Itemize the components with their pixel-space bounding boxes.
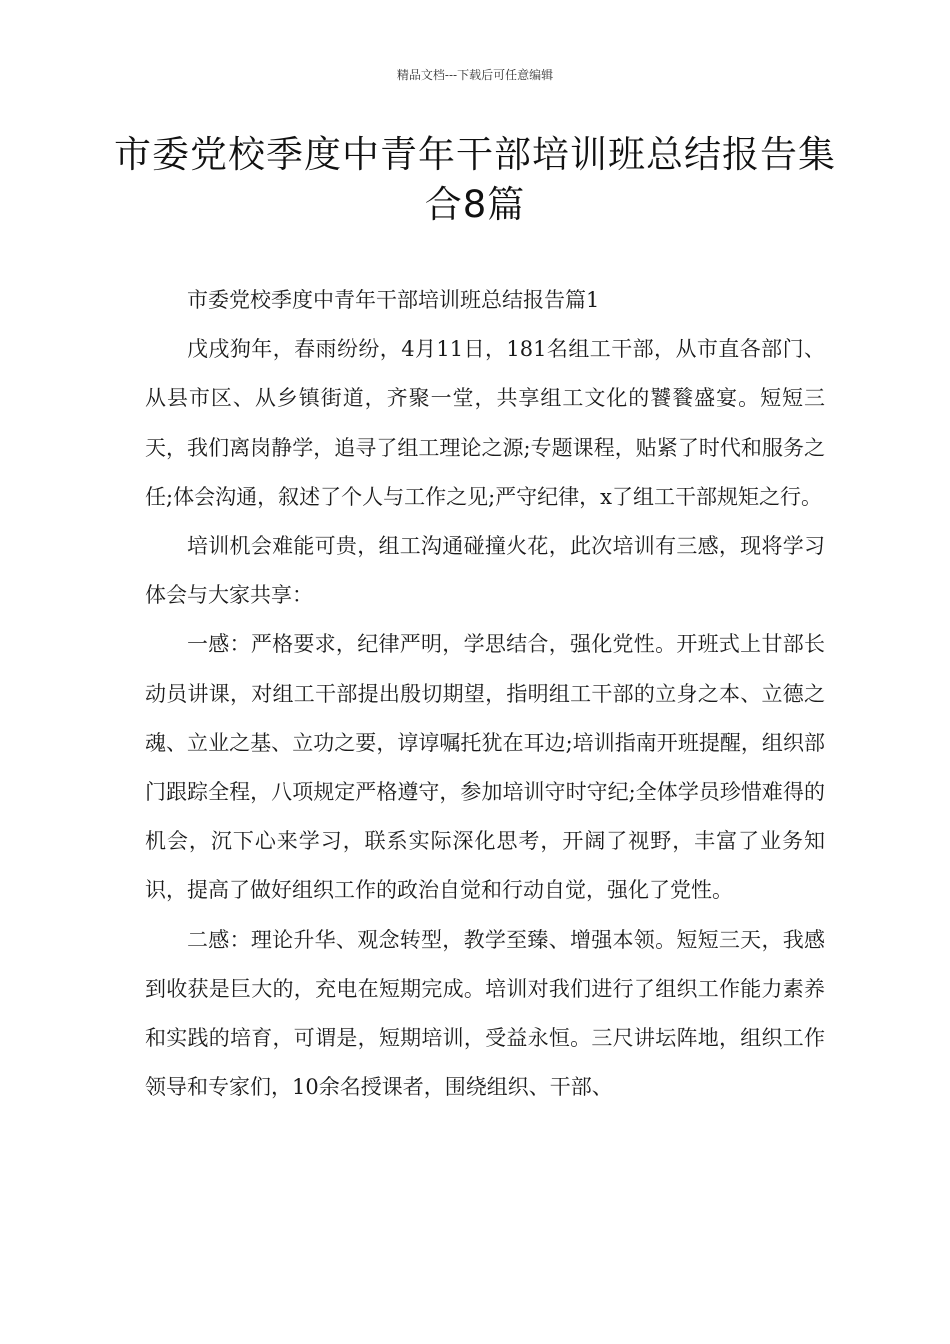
header-note: 精品文档---下载后可任意编辑 (396, 68, 554, 82)
document-title: 市委党校季度中青年干部培训班总结报告集合8篇 (114, 133, 836, 226)
paragraph: 一感：严格要求，纪律严明，学思结合，强化党性。开班式上甘部长动员讲课，对组工干部提出殷切期望，指明组工干部的立身之本、立德之魂、立业之基、立功之要，谆谆嘱托犹在耳边;培训指南开班提醒，组织部门跟踪全程，八项规定严格遵守，参加培训守时守纪;全体学员珍惜难得的机会，沉下心来学习，联系实际深化思考，开阔了视野，丰富了业务知识，提高了做好组织工作的政治自觉和行动自觉，强化了党性。 (145, 632, 825, 903)
document-body (145, 276, 825, 1112)
paragraph: 培训机会难能可贵，组工沟通碰撞火花，此次培训有三感，现将学习体会与大家共享： (145, 534, 825, 608)
paragraph: 二感：理论升华、观念转型，教学至臻、增强本领。短短三天，我感到收获是巨大的，充电在短期完成。培训对我们进行了组织工作能力素养和实践的培育，可谓是，短期培训，受益永恒。三尺讲坛阵地，组织工作领导和专家们，10余名授课者，围绕组织、干部、 (145, 927, 825, 1100)
paragraph: 戊戌狗年，春雨纷纷，4月11日，181名组工干部，从市直各部门、从县市区、从乡镇街道，齐聚一堂，共享组工文化的饕餮盛宴。短短三天，我们离岗静学，追寻了组工理论之源;专题课程，贴紧了时代和服务之任;体会沟通，叙述了个人与工作之见;严守纪律，x了组工干部规矩之行。 (145, 337, 825, 509)
section-heading: 市委党校季度中青年干部培训班总结报告篇1 (187, 288, 600, 312)
